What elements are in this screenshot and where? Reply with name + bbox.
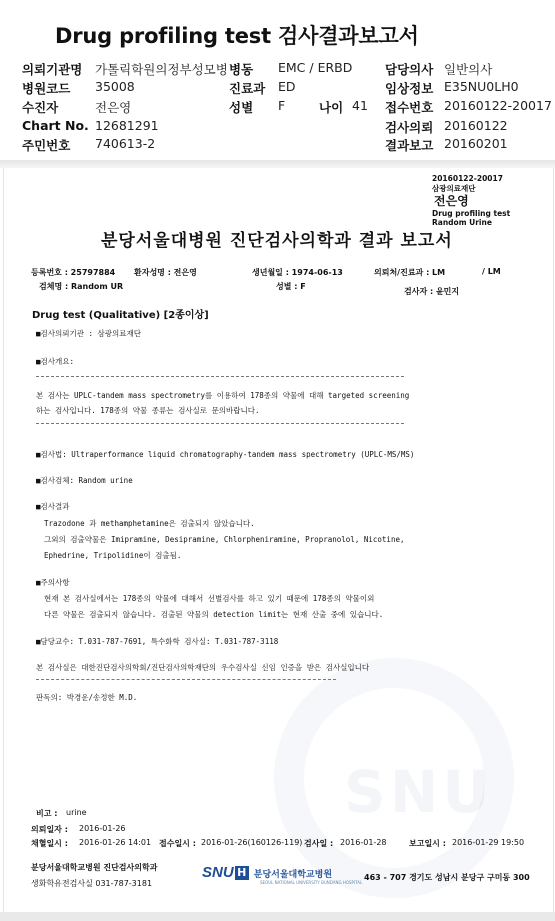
ward-label: 병동 bbox=[229, 62, 254, 77]
department-label: 진료과 bbox=[229, 81, 266, 96]
result-line-2: 그외의 검출약물은 Imipramine, Desipramine, Chlorpheniramine, Propranolol, Nicotine, bbox=[44, 535, 405, 544]
requesting-dept-2: / LM bbox=[482, 267, 501, 276]
request-date-label: 의뢰일자 : bbox=[31, 825, 68, 834]
org-line-1: 분당서울대학교병원 진단검사의학과 bbox=[31, 863, 158, 872]
caution-line-1: 현재 본 검사실에서는 178종의 약물에 대해서 선별검사를 하고 있기 때문에 178종의 약물이외 bbox=[44, 594, 375, 603]
clinical-info-label: 임상정보 bbox=[385, 81, 434, 96]
logo-sub: SEOUL NATIONAL UNIVERSITY BUNDANG HOSPITAL bbox=[260, 880, 363, 885]
snuh-logo bbox=[202, 862, 362, 885]
resident-no-value: 740613-2 bbox=[95, 136, 156, 151]
caution-heading: ■주의사항 bbox=[36, 578, 70, 587]
report-value: 2016-01-29 19:50 bbox=[452, 838, 525, 847]
physician-value: 일반의사 bbox=[444, 62, 493, 77]
divider bbox=[36, 679, 336, 680]
scanned-report-page bbox=[3, 168, 554, 912]
overview-line-2: 하는 검사입니다. 178종의 약물 종류는 검사실로 문의바랍니다. bbox=[36, 406, 260, 415]
test-method: ■검사법: Ultraperformance liquid chromatography-tandem mass spectrometry (UPLC-MS/MS) bbox=[36, 450, 415, 459]
stamp-test: Drug profiling test bbox=[432, 209, 511, 218]
resident-no-label: 주민번호 bbox=[22, 138, 71, 153]
sex-value: F bbox=[278, 98, 286, 113]
document-title: 분당서울대병원 진단검사의학과 결과 보고서 bbox=[101, 231, 453, 251]
referring-institution-label: 의뢰기관명 bbox=[22, 62, 83, 77]
referral-org: ■검사의뢰기관 : 삼광의료재단 bbox=[36, 329, 142, 338]
clinical-info-value: E35NU0LH0 bbox=[444, 79, 519, 94]
logo-korean: 분당서울대학교병원 bbox=[253, 870, 333, 880]
contact-info: ■담당교수: T.031-787-7691, 특수화학 검사실: T.031-787-3118 bbox=[36, 637, 279, 646]
note-value: urine bbox=[66, 808, 87, 817]
chart-no-value: 12681291 bbox=[95, 118, 159, 133]
bottom-margin bbox=[0, 912, 555, 921]
examiner: 검사자 : 윤민지 bbox=[404, 287, 460, 296]
receipt-no-value: 20160122-20017 bbox=[444, 98, 552, 113]
sex-label: 성별 bbox=[229, 100, 254, 115]
overview-line-1: 본 검사는 UPLC-tandem mass spectrometry를 이용하여 178종의 약물에 대해 targeted screening bbox=[36, 391, 410, 400]
age-label: 나이 bbox=[319, 100, 344, 115]
department-value: ED bbox=[278, 79, 296, 94]
test-specimen: ■검사검체: Random urine bbox=[36, 476, 133, 485]
test-date-label: 검사일 : bbox=[304, 839, 334, 848]
result-line-1: Trazodone 과 methamphetamine은 검출되지 않았습니다. bbox=[44, 519, 255, 528]
stamp-specimen: Random Urine bbox=[432, 218, 492, 227]
report-title: Drug profiling test 검사결과보고서 bbox=[55, 24, 419, 48]
org-line-2: 생화학유전검사실 031-787-3181 bbox=[31, 879, 153, 888]
hospital-code-label: 병원코드 bbox=[22, 81, 71, 96]
chart-no-label: Chart No. bbox=[22, 118, 89, 133]
stamp-receipt-no: 20160122-20017 bbox=[432, 174, 503, 183]
logo-text: SNU bbox=[202, 864, 234, 881]
ward-value: EMC / ERBD bbox=[278, 60, 353, 75]
hospital-code-value: 35008 bbox=[95, 79, 135, 94]
request-date-value: 2016-01-26 bbox=[79, 824, 126, 833]
report-label: 보고일시 : bbox=[409, 839, 446, 848]
test-request-label: 검사의뢰 bbox=[385, 120, 434, 135]
receipt-no-label: 접수번호 bbox=[385, 100, 434, 115]
divider bbox=[36, 423, 404, 424]
test-date-value: 2016-01-28 bbox=[340, 838, 387, 847]
result-heading: ■검사결과 bbox=[36, 502, 70, 511]
collect-value: 2016-01-26 14:01 bbox=[79, 838, 152, 847]
section-title: Drug test (Qualitative) [2종이상] bbox=[32, 310, 209, 321]
test-request-value: 20160122 bbox=[444, 118, 508, 133]
patient-sex: 성별 : F bbox=[276, 282, 306, 291]
patient-name: 환자성명 : 전은영 bbox=[134, 268, 197, 277]
address: 463 - 707 경기도 성남시 분당구 구미동 300 bbox=[364, 873, 530, 882]
age-value: 41 bbox=[352, 98, 368, 113]
reading-physician: 판독의: 박경운/송정한 M.D. bbox=[36, 693, 138, 702]
divider bbox=[36, 376, 404, 377]
patient-label: 수진자 bbox=[22, 100, 59, 115]
collect-label: 채혈일시 : bbox=[31, 839, 68, 848]
result-line-3: Ephedrine, Tripolidine이 검출됨. bbox=[44, 551, 182, 560]
patient-value: 전은영 bbox=[95, 100, 132, 115]
note-label: 비고 : bbox=[36, 809, 58, 818]
receipt-label: 접수일시 : bbox=[159, 839, 196, 848]
caution-line-2: 다른 약물은 검출되지 않습니다. 검출된 약물의 detection limit는 현재 산출 중에 있습니다. bbox=[44, 610, 384, 619]
requesting-dept: 의뢰처/진료과 : LM bbox=[374, 268, 446, 277]
certification-note: 본 검사실은 대한진단검사의학회/진단검사의학재단의 우수검사실 신임 인증을 받은 검사실입니다 bbox=[36, 663, 370, 672]
result-report-label: 결과보고 bbox=[385, 138, 434, 153]
overview-heading: ■검사개요: bbox=[36, 357, 75, 366]
date-of-birth: 생년월일 : 1974-06-13 bbox=[252, 268, 343, 277]
logo-h-mark: H bbox=[235, 866, 249, 880]
stamp-org: 삼광의료재단 bbox=[432, 184, 476, 193]
stamp-name: 전은영 bbox=[434, 194, 469, 208]
watermark-snu: SNU bbox=[344, 758, 494, 826]
specimen-name: 검체명 : Random UR bbox=[39, 282, 124, 291]
result-report-value: 20160201 bbox=[444, 136, 508, 151]
receipt-value: 2016-01-26(160126-119) bbox=[201, 838, 303, 847]
referring-institution-value: 가톨릭학원의정부성모병 bbox=[95, 62, 228, 77]
header-separator bbox=[0, 160, 555, 168]
physician-label: 담당의사 bbox=[385, 62, 434, 77]
reg-no: 등록번호 : 25797884 bbox=[31, 268, 116, 277]
